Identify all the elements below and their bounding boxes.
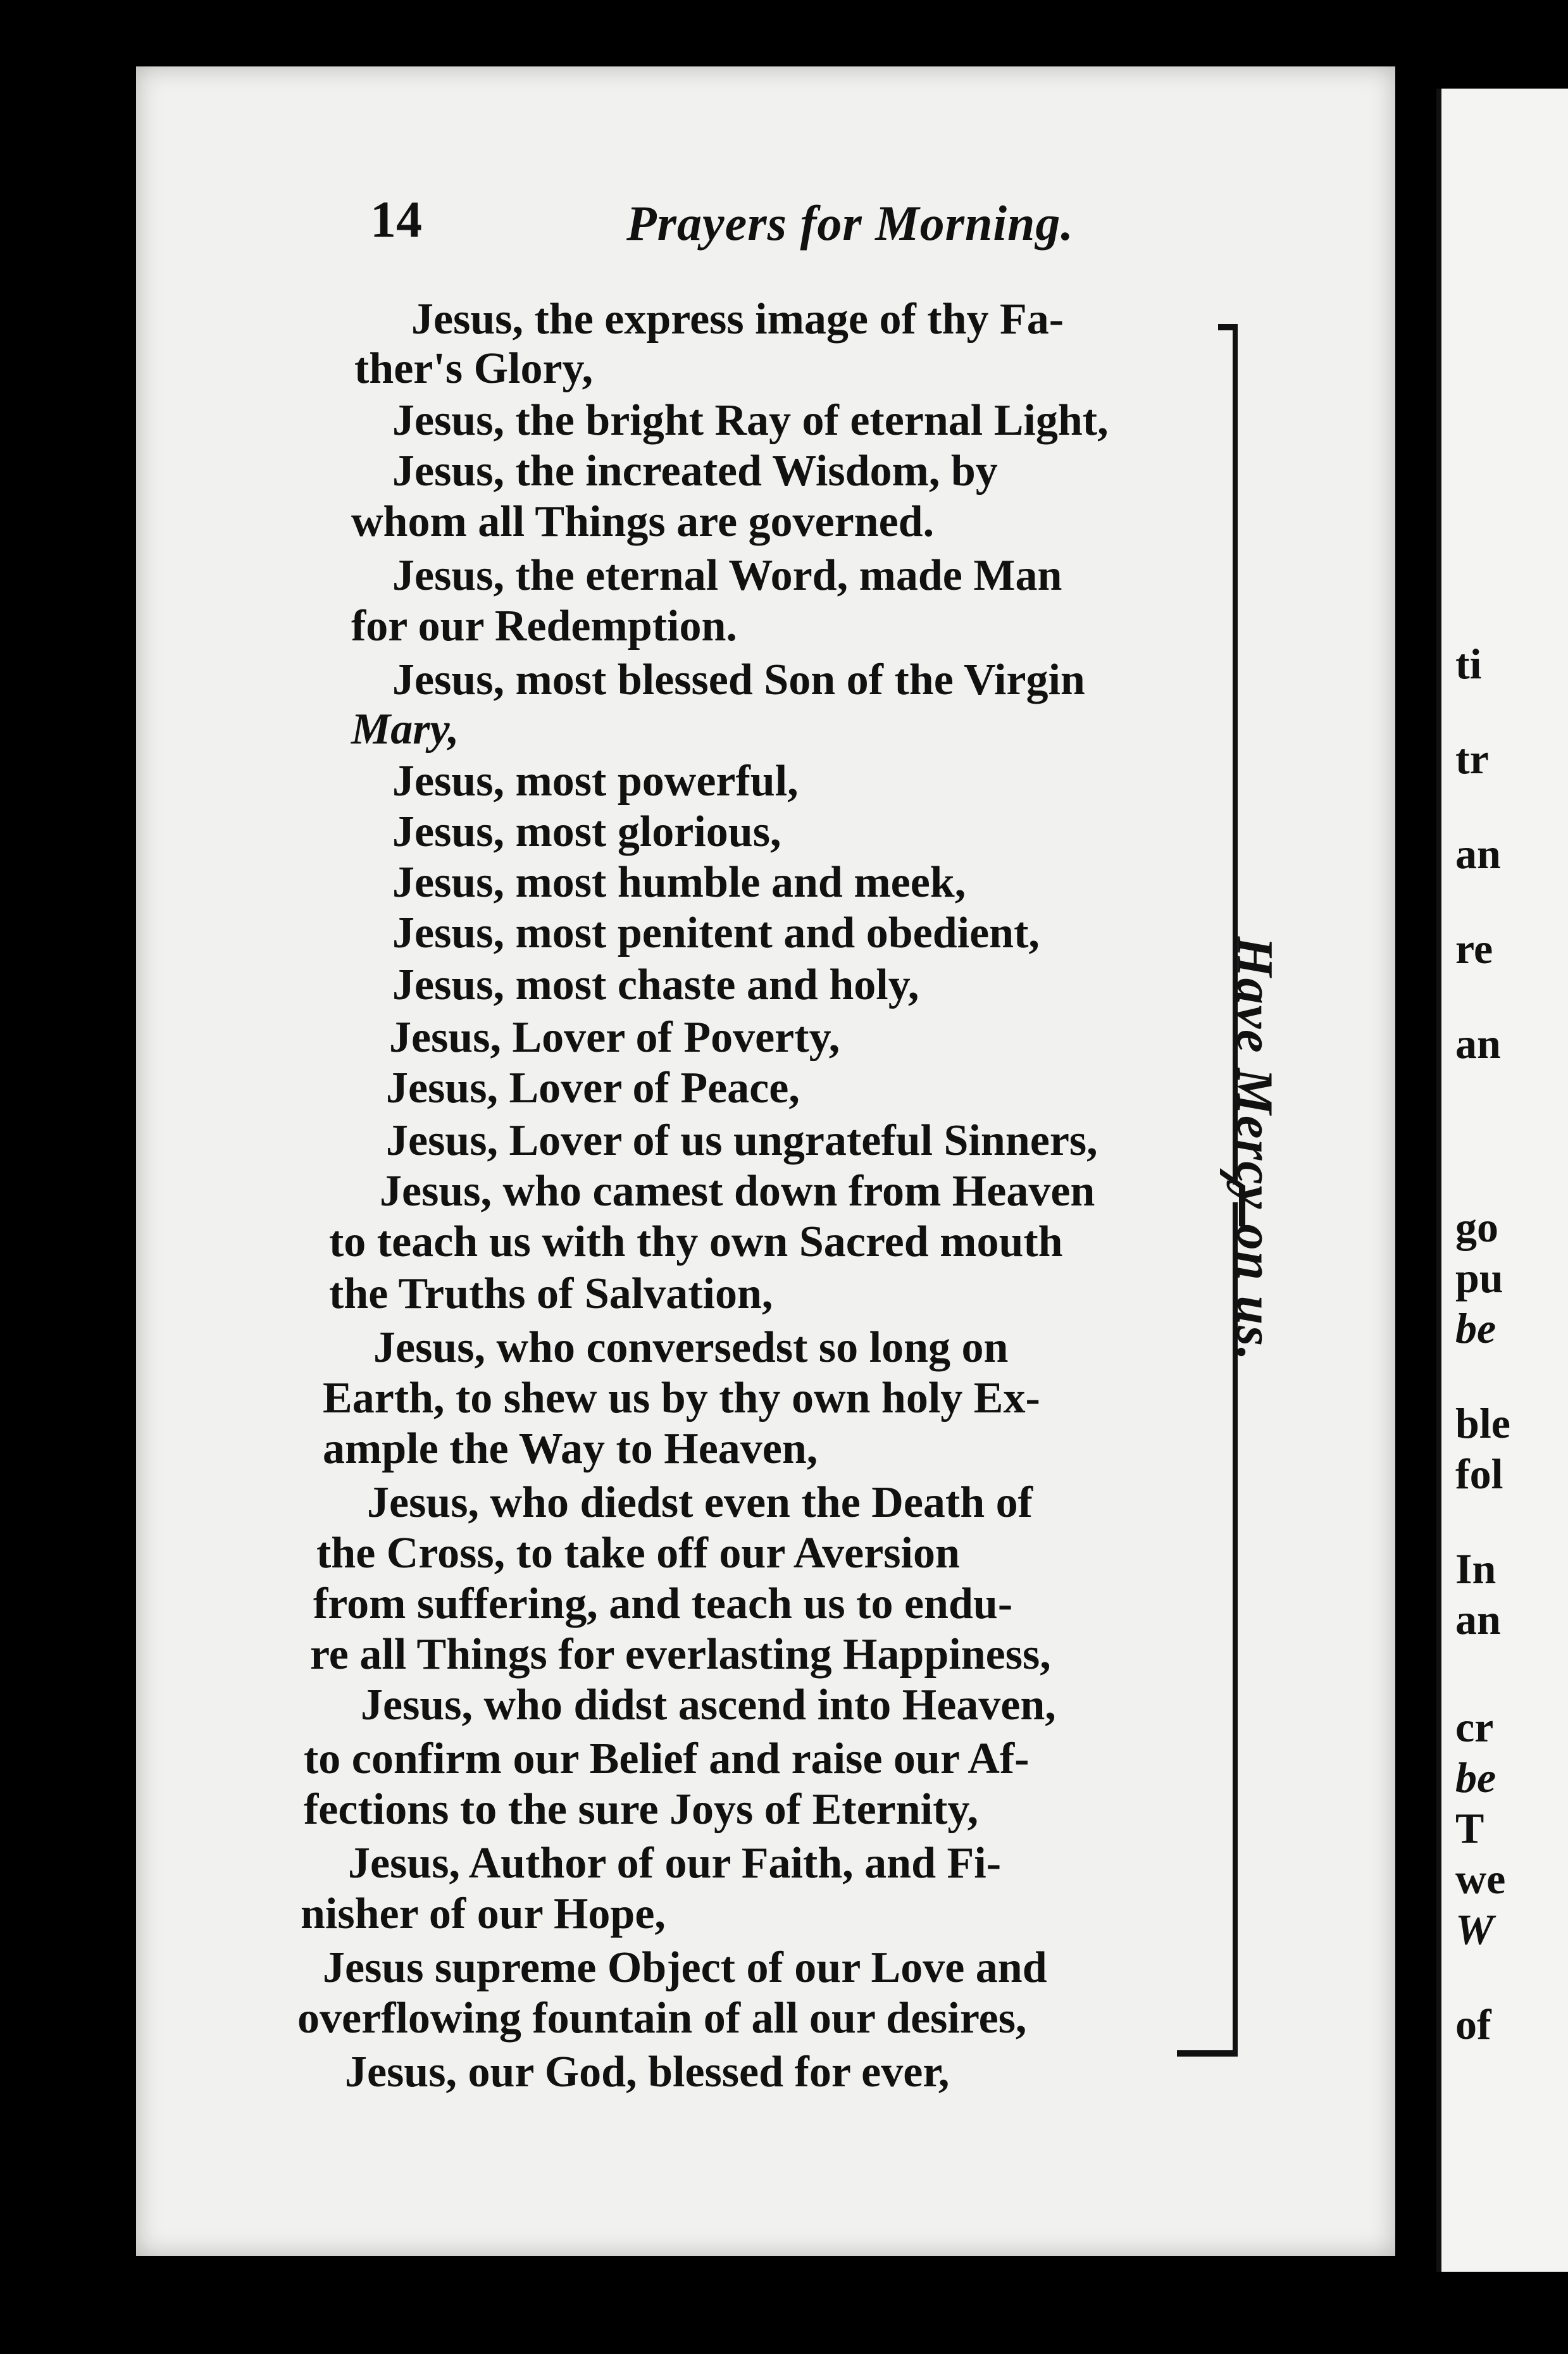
litany-line: Jesus, the bright Ray of eternal Light, xyxy=(392,396,1109,445)
facing-page-fragment: ble xyxy=(1455,1399,1510,1447)
litany-line: Jesus, the express image of thy Fa- xyxy=(411,295,1064,344)
litany-line: Jesus, most glorious, xyxy=(392,807,781,856)
facing-page-fragment: go xyxy=(1455,1203,1498,1251)
litany-line: overflowing fountain of all our desires, xyxy=(297,1994,1027,2043)
litany-line: Jesus, who conversedst so long on xyxy=(373,1323,1009,1372)
facing-page-fragment: re xyxy=(1455,925,1493,973)
litany-line: to teach us with thy own Sacred mouth xyxy=(329,1217,1063,1266)
litany-line: to confirm our Belief and raise our Af- xyxy=(304,1734,1030,1783)
facing-page-fragment: cr xyxy=(1455,1703,1494,1751)
facing-page-fragment: fol xyxy=(1455,1450,1503,1498)
litany-line: Jesus, who diedst even the Death of xyxy=(367,1478,1033,1527)
litany-line: Earth, to shew us by thy own holy Ex- xyxy=(323,1374,1040,1423)
litany-line: ample the Way to Heaven, xyxy=(323,1424,818,1473)
litany-line: re all Things for everlasting Happiness, xyxy=(310,1630,1051,1679)
facing-page-fragment: an xyxy=(1455,1019,1501,1068)
litany-line: Jesus, our God, blessed for ever, xyxy=(345,2048,950,2096)
litany-line: fections to the sure Joys of Eternity, xyxy=(304,1785,979,1834)
litany-line: ther's Glory, xyxy=(354,344,594,393)
facing-page-fragment: W xyxy=(1455,1905,1494,1953)
litany-line: Jesus, the eternal Word, made Man xyxy=(392,551,1062,600)
litany-line: for our Redemption. xyxy=(351,602,737,651)
litany-line: Jesus, Lover of Peace, xyxy=(386,1064,800,1112)
litany-line: Jesus, the increated Wisdom, by xyxy=(392,447,998,495)
facing-page-fragment: we xyxy=(1455,1855,1506,1903)
litany-line: Jesus, who camest down from Heaven xyxy=(380,1167,1095,1216)
litany-line: Jesus, most chaste and holy, xyxy=(392,961,919,1009)
litany-line: nisher of our Hope, xyxy=(301,1890,666,1938)
page-number: 14 xyxy=(370,190,422,248)
facing-page-fragment: pu xyxy=(1455,1254,1503,1302)
facing-page-fragment: be xyxy=(1455,1753,1496,1802)
litany-line: Jesus, most blessed Son of the Virgin xyxy=(392,656,1085,704)
litany-line: from suffering, and teach us to endu- xyxy=(313,1579,1013,1628)
bracket-bottom-serif xyxy=(1177,2050,1237,2057)
facing-page-fragment: tr xyxy=(1455,735,1489,783)
facing-page-fragment: T xyxy=(1455,1804,1484,1852)
litany-line: Jesus, who didst ascend into Heaven, xyxy=(361,1681,1056,1729)
litany-line: Mary, xyxy=(351,705,459,754)
facing-page-fragment: In xyxy=(1455,1545,1496,1593)
litany-line: Jesus supreme Object of our Love and xyxy=(323,1943,1047,1992)
facing-page-fragment: ti xyxy=(1455,640,1482,688)
facing-page-fragment: an xyxy=(1455,1595,1501,1643)
litany-line: Jesus, Lover of us ungrateful Sinners, xyxy=(386,1116,1098,1165)
litany-line: Jesus, most powerful, xyxy=(392,757,799,806)
running-head: Prayers for Morning. xyxy=(626,196,1074,251)
facing-page-fragment: an xyxy=(1455,830,1501,878)
facing-page-fragment: of xyxy=(1455,2000,1491,2048)
response-label: Have Mercy on us. xyxy=(1226,937,1284,1362)
litany-line: Jesus, most humble and meek, xyxy=(392,858,966,907)
litany-line: Jesus, most penitent and obedient, xyxy=(392,909,1040,957)
litany-line: the Cross, to take off our Aversion xyxy=(316,1529,960,1578)
litany-line: whom all Things are governed. xyxy=(351,497,935,546)
litany-line: Jesus, Author of our Faith, and Fi- xyxy=(348,1839,1002,1888)
facing-page-fragment: be xyxy=(1455,1304,1496,1352)
litany-line: Jesus, Lover of Poverty, xyxy=(389,1013,840,1062)
litany-line: the Truths of Salvation, xyxy=(329,1269,773,1318)
